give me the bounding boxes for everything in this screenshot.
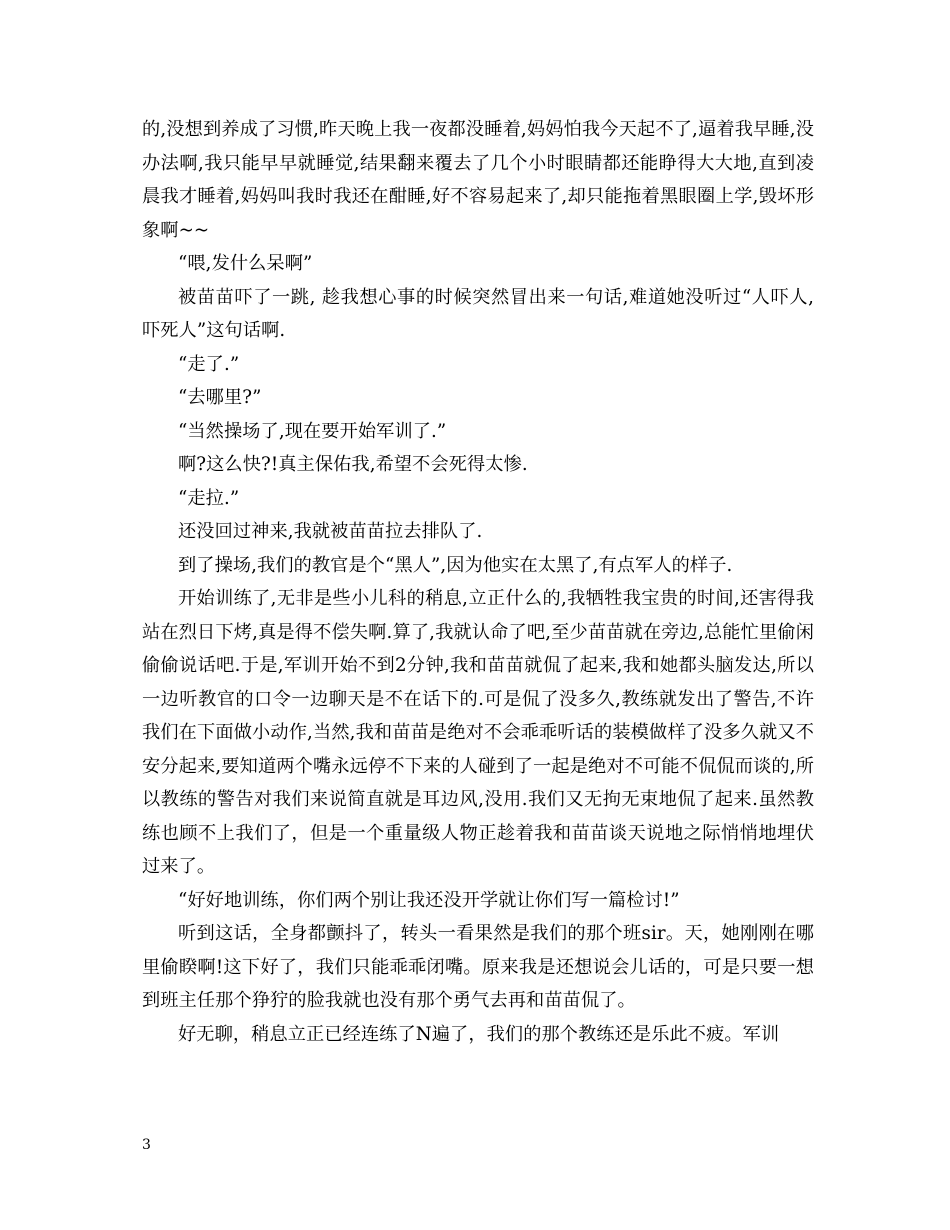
paragraph-3: 被苗苗吓了一跳, 趁我想心事的时候突然冒出来一句话,难道她没听过“人吓人,吓死人”这句话啊. [142,286,814,341]
paragraph-12: “好好地训练，你们两个别让我还没开学就让你们写一篇检讨!” [178,889,680,911]
paragraph-4: “走了.” [178,353,240,375]
paragraph-8: “走拉.” [178,487,240,509]
paragraph-11: 开始训练了,无非是些小儿科的稍息,立正什么的,我牺牲我宝贵的时间,还害得我站在烈日下烤,真是得不偿失啊.算了,我就认命了吧,至少苗苗就在旁边,总能忙里偷闲偷偷说话吧.于是,军训开始不到2分钟,我和苗苗就侃了起来,我和她都头脑发达,所以一边听教官的口令一边聊天是不在话下的.可是侃了没多久,教练就发出了警告,不许我们在下面做小动作,当然,我和苗苗是绝对不会乖乖听话的装模做样了没多久就又不安分起来,要知道两个嘴永远停不下来的人碰到了一起是绝对不可能不侃侃而谈的,所以教练的警告对我们来说简直就是耳边风,没用.我们又无拘无束地侃了起来.虽然教练也顾不上我们了，但是一个重量级人物正趁着我和苗苗谈天说地之际悄悄地埋伏过来了。 [142,588,814,877]
paragraph-10: 到了操场,我们的教官是个“黑人”,因为他实在太黑了,有点军人的样子. [178,554,733,576]
paragraph-6: “当然操场了,现在要开始军训了.” [178,420,447,442]
paragraph-14: 好无聊，稍息立正已经连练了N遍了，我们的那个教练还是乐此不疲。军训 [178,1023,780,1045]
paragraph-5: “去哪里?” [178,387,262,408]
paragraph-1: 的,没想到养成了习惯,昨天晚上我一夜都没睡着,妈妈怕我今天起不了,逼着我早睡,没办法啊,我只能早早就睡觉,结果翻来覆去了几个小时眼睛都还能睁得大大地,直到凌晨我才睡着,妈妈叫我时我还在酣睡,好不容易起来了,却只能拖着黑眼圈上学,毁坏形象啊~~ [142,119,814,241]
paragraph-13: 听到这话，全身都颤抖了，转头一看果然是我们的那个班sir。天，她刚刚在哪里偷睽啊!这下好了，我们只能乖乖闭嘴。原来我是还想说会儿话的，可是只要一想到班主任那个狰狞的脸我就也没有那个勇气去再和苗苗侃了。 [142,923,814,1011]
paragraph-9: 还没回过神来,我就被苗苗拉去排队了. [178,521,483,542]
body-text [142,113,814,1051]
paragraph-2: “喂,发什么呆啊” [178,253,313,274]
page-number: 3 [142,1137,151,1153]
paragraph-7: 啊?这么快?!真主保佑我,希望不会死得太惨. [178,454,528,475]
